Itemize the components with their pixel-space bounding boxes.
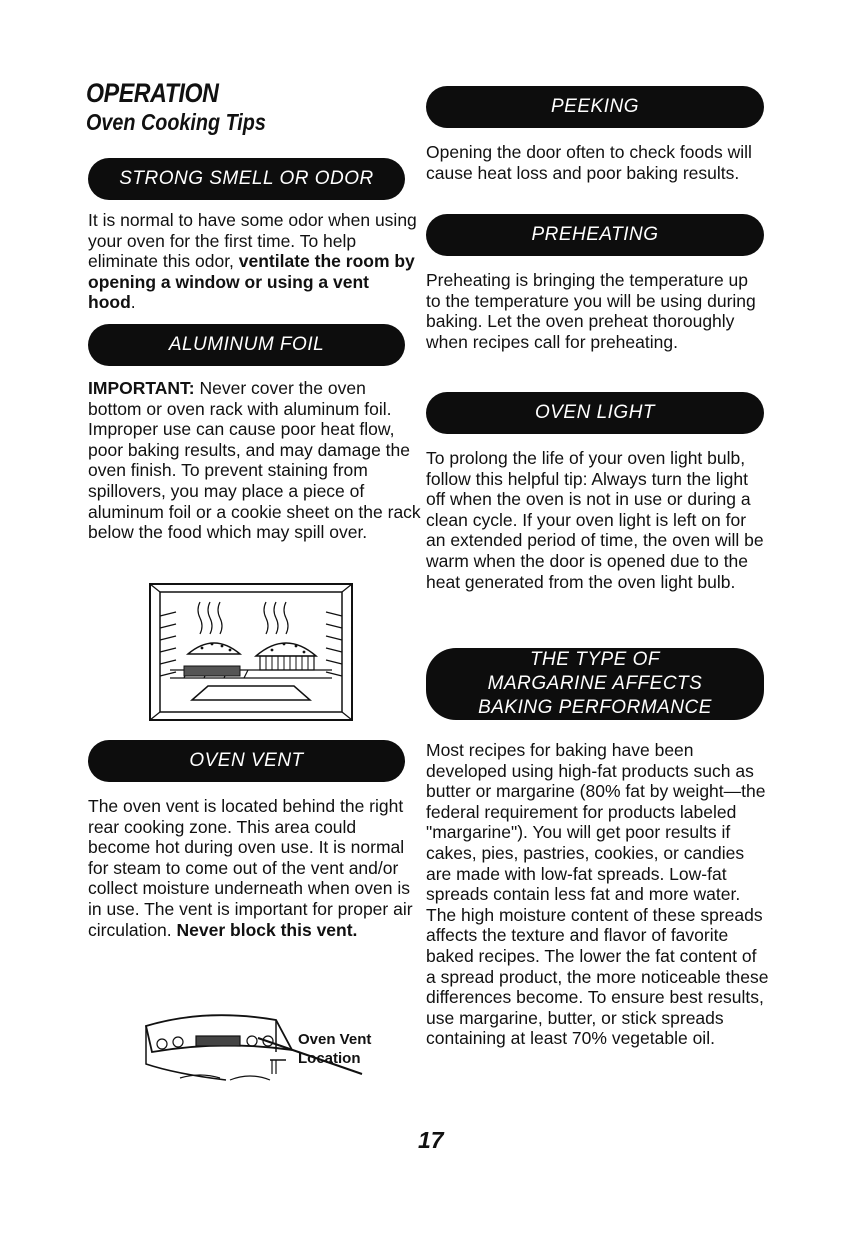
page-subtitle: Oven Cooking Tips (86, 109, 266, 135)
heading-aluminum-foil-label: ALUMINUM FOIL (168, 334, 325, 355)
heading-strong-smell-label: STRONG SMELL OR ODOR (119, 168, 374, 189)
heading-oven-vent-label: OVEN VENT (189, 750, 304, 771)
paragraph-oven-vent (88, 796, 423, 940)
paragraph-margarine (426, 740, 771, 1049)
heading-margarine-line-2: MARGARINE AFFECTS (487, 673, 703, 694)
heading-margarine-line-1: THE TYPE OF (529, 649, 661, 670)
heading-preheating (426, 214, 764, 256)
heading-peeking-label: PEEKING (551, 96, 639, 117)
heading-oven-light (426, 392, 764, 434)
peeking-text: Opening the door often to check foods will cause heat loss and poor baking results. (426, 142, 752, 183)
oven-light-text: To prolong the life of your oven light bulb, follow this helpful tip: Always turn the light off when the oven is not in use or during a clean cycle. If your oven light is left on for an extended period of time, the oven will be warm when the door is opened due to the heat generated from the oven light bulb. (426, 448, 764, 592)
oven-interior-illustration (148, 582, 354, 722)
paragraph-strong-smell (88, 210, 418, 313)
heading-margarine (426, 648, 764, 720)
aluminum-foil-text: Never cover the oven bottom or oven rack with aluminum foil. Improper use can cause poor heat flow, poor baking results, and may damage the oven finish. To prevent staining from spillovers, you may place a piece of aluminum foil or a cookie sheet on the rack below the food which may spill over. (88, 378, 421, 543)
margarine-text: Most recipes for baking have been developed using high-fat products such as butter or margarine (80% fat by weight—the federal requirement for products labeled "margarine"). You will get poor results if cakes, pies, pastries, cookies, or candies are made with low-fat spreads. Low-fat spreads contain less fat and more water. The high moisture content of these spreads affects the texture and flavor of favorite baked recipes. The lower the fat content of a spread product, the more noticeable these differences become. To ensure best results, use margarine, butter, or stick spreads containing at least 70% vegetable oil. (426, 740, 769, 1049)
paragraph-aluminum-foil (88, 378, 423, 543)
paragraph-preheating (426, 270, 761, 352)
heading-oven-light-label: OVEN LIGHT (534, 402, 656, 423)
oven-vent-location-callout (298, 1030, 371, 1068)
page-header (86, 78, 295, 136)
strong-smell-text: It is normal to have some odor when using your oven for the first time. To help eliminate this odor, (88, 210, 417, 272)
paragraph-peeking (426, 142, 761, 183)
strong-smell-text-end: . (130, 292, 136, 313)
heading-aluminum-foil (88, 324, 405, 366)
heading-strong-smell (88, 158, 405, 200)
callout-line-2: Location (298, 1050, 361, 1067)
strong-smell-bold-text: ventilate the room by opening a window or using a vent hood (88, 251, 415, 313)
preheating-text: Preheating is bringing the temperature up to the temperature you will be using during baking. Let the oven preheat thoroughly when recipes call for preheating. (426, 270, 756, 352)
page-number: 17 (418, 1127, 444, 1153)
oven-vent-bold-text: Never block this vent. (176, 919, 358, 940)
heading-margarine-line-3: BAKING PERFORMANCE (478, 697, 712, 718)
paragraph-oven-light (426, 448, 766, 592)
section-title: OPERATION (86, 78, 219, 108)
callout-line-1: Oven Vent (298, 1031, 372, 1048)
heading-preheating-label: PREHEATING (531, 224, 659, 245)
heading-oven-vent (88, 740, 405, 782)
oven-vent-text: The oven vent is located behind the right rear cooking zone. This area could become hot during oven use. It is normal for steam to come out of the vent and/or collect moisture underneath when oven is in use. The vent is important for proper air circulation. (88, 796, 413, 940)
important-label: IMPORTANT: (88, 378, 195, 398)
heading-peeking (426, 86, 764, 128)
